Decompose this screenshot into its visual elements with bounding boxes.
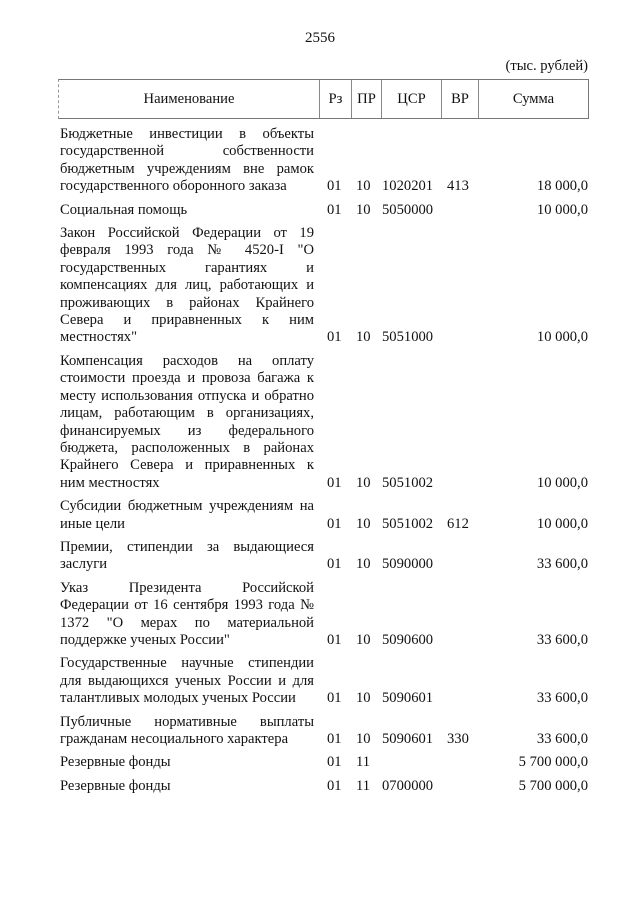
row-name-line: Премии, стипендии за выдающиеся bbox=[60, 538, 314, 555]
row-name-line: февраля 1993 года № 4520-I "О bbox=[60, 242, 314, 259]
row-name-line: компенсациях для лиц, работающих и bbox=[60, 277, 314, 294]
cell-vr: 330 bbox=[447, 731, 469, 747]
cell-pr: 10 bbox=[356, 474, 371, 491]
cell-csr: 5090000 bbox=[382, 556, 434, 573]
table-row bbox=[60, 353, 588, 492]
cell-rz: 01 bbox=[327, 178, 342, 195]
row-name-line: Бюджетные инвестиции в объекты bbox=[60, 126, 314, 142]
table-row bbox=[60, 498, 588, 533]
cell-pr: 11 bbox=[356, 754, 371, 771]
row-name-line: талантливых молодых ученых России bbox=[60, 690, 296, 707]
row-name-line: Закон Российской Федерации от 19 bbox=[60, 225, 314, 242]
row-name-line: стоимости проезда и провоза багажа к bbox=[60, 370, 314, 387]
cell-pr: 10 bbox=[356, 329, 371, 346]
header-sum: Сумма bbox=[478, 80, 588, 118]
table-row bbox=[60, 655, 588, 707]
table-row bbox=[60, 126, 588, 196]
cell-csr: 5090601 bbox=[382, 690, 434, 707]
header-name: Наименование bbox=[143, 90, 235, 107]
page-number: 2556 bbox=[305, 30, 335, 46]
row-name-line: месту использования отпуска и обратно bbox=[60, 387, 314, 404]
row-name-line: проживающих в районах Крайнего bbox=[60, 294, 314, 311]
header-vr: ВР bbox=[441, 80, 478, 118]
cell-sum: 33 600,0 bbox=[536, 556, 588, 573]
table-row bbox=[60, 778, 588, 795]
header-rz: Рз bbox=[319, 80, 351, 118]
row-name-line: лицам, работающим в организациях, bbox=[60, 405, 314, 422]
cell-sum: 5 700 000,0 bbox=[518, 777, 588, 794]
table-row bbox=[60, 754, 588, 771]
cell-rz: 01 bbox=[327, 754, 342, 771]
cell-rz: 01 bbox=[327, 731, 342, 747]
table-body bbox=[60, 126, 588, 801]
row-name-line: Крайнего Севера и приравненных к bbox=[60, 457, 314, 474]
table-header bbox=[58, 79, 589, 119]
header-csr: ЦСР bbox=[381, 80, 441, 118]
row-name-line: бюджета, расположенных в районах bbox=[60, 439, 314, 456]
cell-sum: 10 000,0 bbox=[536, 515, 588, 532]
cell-sum: 5 700 000,0 bbox=[518, 754, 588, 771]
cell-rz: 01 bbox=[327, 631, 342, 648]
cell-csr: 5090601 bbox=[382, 731, 434, 747]
cell-pr: 10 bbox=[356, 631, 371, 648]
table-row bbox=[60, 580, 588, 650]
row-name-line: Указ Президента Российской bbox=[60, 579, 314, 596]
cell-csr: 1020201 bbox=[382, 178, 434, 195]
row-name-line: Компенсация расходов на оплату bbox=[60, 352, 314, 369]
cell-csr: 5051002 bbox=[382, 515, 434, 532]
row-name bbox=[60, 353, 314, 492]
row-name-line: ним местностях bbox=[60, 474, 160, 491]
cell-csr: 5050000 bbox=[382, 201, 434, 218]
row-name-line: Севера и приравненных к ним bbox=[60, 312, 314, 329]
row-name-line: Субсидии бюджетным учреждениям на bbox=[60, 498, 314, 515]
units-label: (тыс. рублей) bbox=[505, 58, 588, 74]
row-name-line: поддержке ученых России" bbox=[60, 631, 230, 648]
cell-sum: 33 600,0 bbox=[536, 631, 588, 648]
row-name-line: государственных гарантиях и bbox=[60, 259, 314, 276]
row-name-line: государственной собственности bbox=[60, 143, 314, 160]
cell-pr: 11 bbox=[356, 777, 371, 794]
row-name-line: для выдающихся ученых России и для bbox=[60, 672, 314, 689]
cell-rz: 01 bbox=[327, 329, 342, 346]
table-row bbox=[60, 202, 588, 219]
row-name-line: Резервные фонды bbox=[60, 777, 171, 794]
cell-pr: 10 bbox=[356, 690, 371, 707]
row-name-line: заслуги bbox=[60, 556, 108, 573]
row-name-line: местностях" bbox=[60, 329, 138, 346]
row-name-line: Государственные научные стипендии bbox=[60, 655, 314, 672]
cell-sum: 10 000,0 bbox=[536, 201, 588, 218]
cell-rz: 01 bbox=[327, 777, 342, 794]
cell-sum: 10 000,0 bbox=[536, 329, 588, 346]
row-name-line: бюджетным учреждениям вне рамок bbox=[60, 160, 314, 177]
cell-pr: 10 bbox=[356, 178, 371, 195]
row-name-line: Федерации от 16 сентября 1993 года № bbox=[60, 597, 314, 614]
row-name-line: Публичные нормативные выплаты bbox=[60, 713, 314, 730]
table-row bbox=[60, 539, 588, 574]
cell-csr: 0700000 bbox=[382, 777, 434, 794]
cell-csr: 5051002 bbox=[382, 474, 434, 491]
table-row bbox=[60, 714, 588, 749]
cell-rz: 01 bbox=[327, 201, 342, 218]
cell-rz: 01 bbox=[327, 474, 342, 491]
cell-rz: 01 bbox=[327, 690, 342, 707]
row-name-line: финансируемых из федерального bbox=[60, 422, 314, 439]
cell-pr: 10 bbox=[356, 556, 371, 573]
cell-csr: 5051000 bbox=[382, 329, 434, 346]
cell-pr: 10 bbox=[356, 731, 371, 747]
row-name-line: Социальная помощь bbox=[60, 201, 188, 218]
row-name-line: 1372 "О мерах по материальной bbox=[60, 614, 314, 631]
row-name-line: Резервные фонды bbox=[60, 754, 171, 771]
cell-sum: 33 600,0 bbox=[536, 731, 588, 747]
header-pr: ПР bbox=[351, 80, 381, 118]
cell-sum: 33 600,0 bbox=[536, 690, 588, 707]
cell-vr: 413 bbox=[447, 178, 469, 195]
cell-rz: 01 bbox=[327, 556, 342, 573]
cell-sum: 10 000,0 bbox=[536, 474, 588, 491]
row-name-line: иные цели bbox=[60, 515, 125, 532]
table-row bbox=[60, 225, 588, 347]
cell-rz: 01 bbox=[327, 515, 342, 532]
cell-csr: 5090600 bbox=[382, 631, 434, 648]
cell-sum: 18 000,0 bbox=[536, 178, 588, 195]
row-name-line: государственного оборонного заказа bbox=[60, 178, 287, 195]
cell-pr: 10 bbox=[356, 515, 371, 532]
row-name-line: гражданам несоциального характера bbox=[60, 731, 289, 747]
cell-pr: 10 bbox=[356, 201, 371, 218]
cell-vr: 612 bbox=[447, 515, 469, 532]
